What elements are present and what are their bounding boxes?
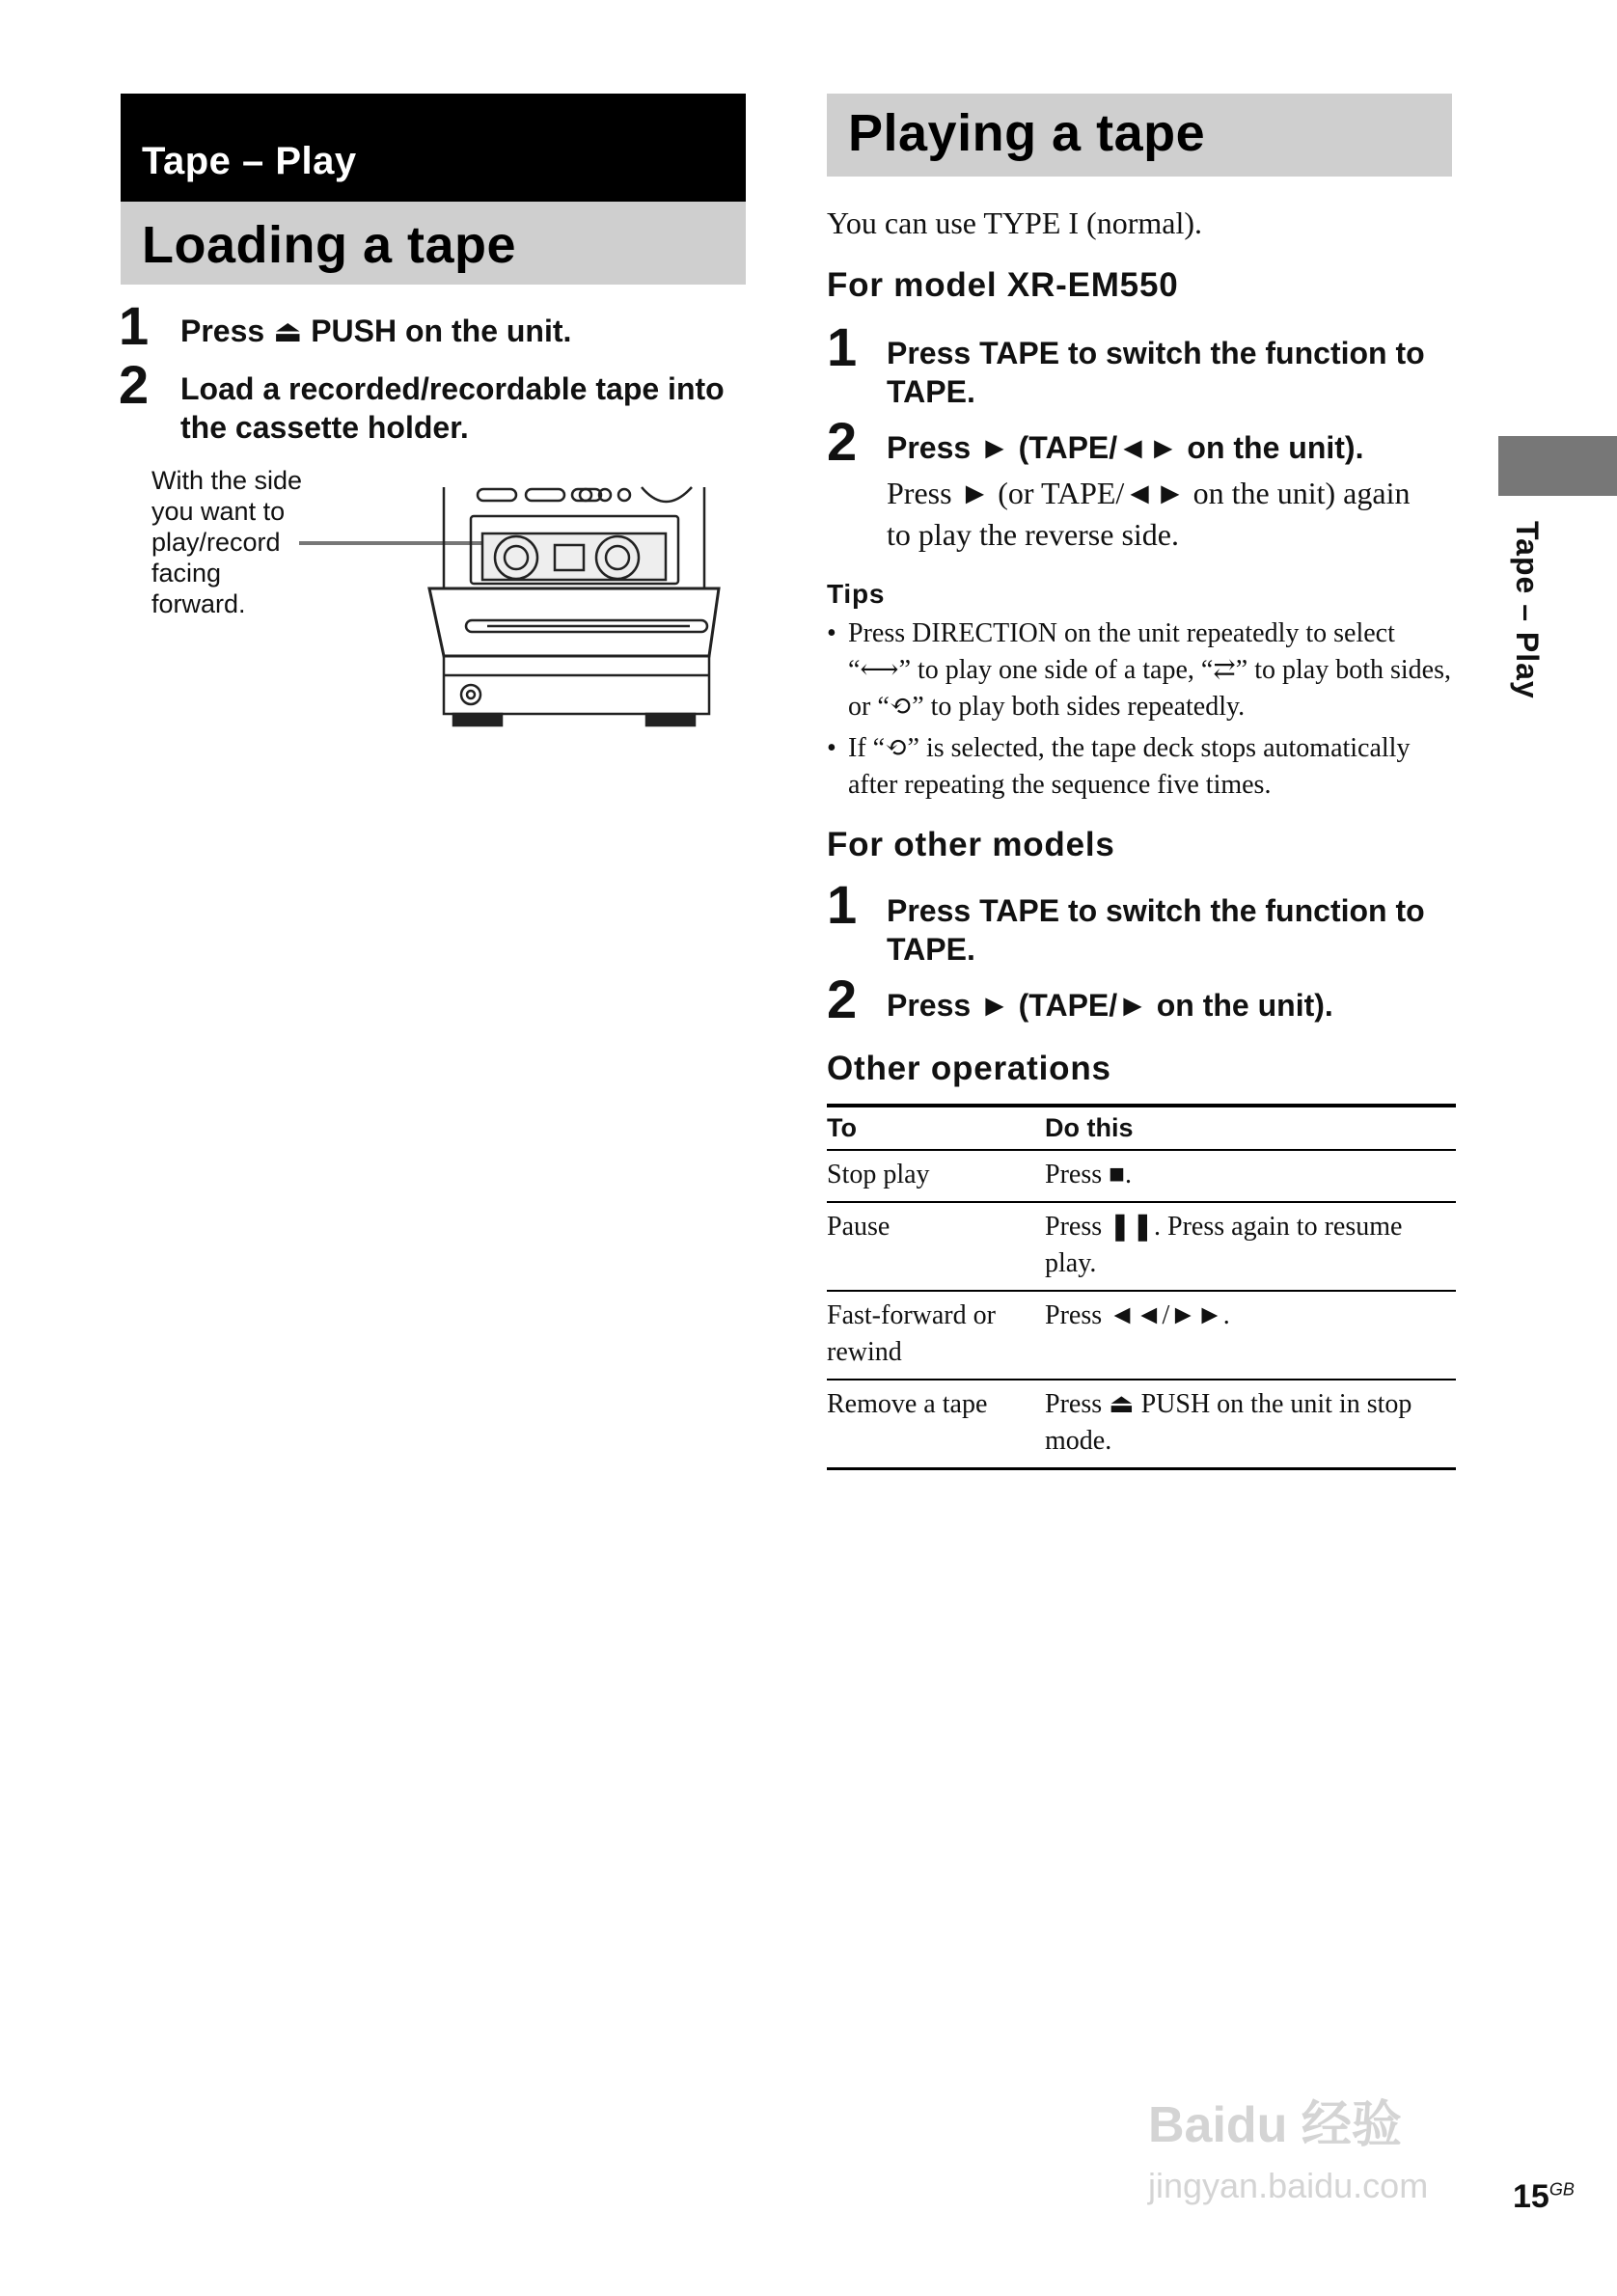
step-text: Press TAPE to switch the function to TAPE. [887, 336, 1425, 409]
step-text: Press ► (TAPE/◄► on the unit). [887, 430, 1364, 465]
operations-table [827, 1104, 1456, 1470]
step-note: Press ► (or TAPE/◄► on the unit) again to play the reverse side. [887, 476, 1411, 552]
watermark-logo: Baidu 经验 [1148, 2097, 1402, 2153]
page-number-value: 15 [1513, 2178, 1549, 2215]
table-row [827, 1202, 1456, 1291]
callout-line: forward. [151, 589, 246, 618]
tip-item [827, 730, 1464, 804]
table-row [827, 1380, 1456, 1469]
table-header: To [827, 1106, 1045, 1150]
step-text: Load a recorded/recordable tape into the cassette holder. [180, 371, 725, 445]
step-text: Press TAPE to switch the function to TAPE. [887, 893, 1425, 967]
table-cell: Fast-forward or rewind [827, 1291, 1045, 1380]
step-number: 2 [119, 354, 150, 415]
tip-item [827, 615, 1464, 725]
loading-title-bar [121, 202, 746, 285]
other-operations-heading: Other operations [827, 1050, 1111, 1087]
watermark-url: jingyan.baidu.com [1148, 2166, 1429, 2205]
other-models-heading: For other models [827, 826, 1115, 863]
table-row [827, 1291, 1456, 1380]
bullet: • [827, 733, 836, 763]
model-heading: For model XR-EM550 [827, 266, 1179, 304]
playing-title: Playing a tape [848, 104, 1206, 162]
step-number: 1 [827, 874, 858, 935]
cassette-deck-illustration [294, 478, 724, 733]
section-banner [121, 94, 746, 202]
loading-title: Loading a tape [142, 216, 517, 274]
table-cell: Press ◄◄/►►. [1045, 1291, 1456, 1380]
page-suffix: GB [1548, 2179, 1575, 2200]
intro-text: You can use TYPE I (normal). [827, 205, 1202, 240]
step-number: 2 [827, 411, 858, 472]
side-tab-label: Tape – Play [1510, 521, 1545, 699]
table-cell: Pause [827, 1202, 1045, 1291]
page-number [1513, 2178, 1575, 2216]
tips-heading: Tips [827, 579, 886, 609]
callout-line: play/record [151, 528, 281, 557]
table-cell: Remove a tape [827, 1380, 1045, 1469]
callout-line: With the side [151, 466, 303, 495]
playing-title-bar [827, 94, 1452, 177]
tip-text: If “⟲” is selected, the tape deck stops automatically after repeating the sequence five times. [848, 733, 1411, 800]
section-label: Tape – Play [142, 140, 357, 182]
tip-text: Press DIRECTION on the unit repeatedly to select “⟷” to play one side of a tape, “⇄” to play both sides, or “⟲” to play both sides repeatedly. [848, 618, 1451, 722]
bullet: • [827, 618, 836, 648]
table-header: Do this [1045, 1106, 1456, 1150]
table-cell: Press ■. [1045, 1150, 1456, 1202]
side-tab-marker [1498, 436, 1617, 496]
step-text: Press ► (TAPE/► on the unit). [887, 988, 1333, 1023]
table-cell: Stop play [827, 1150, 1045, 1202]
step-number: 2 [827, 969, 858, 1029]
table-row [827, 1150, 1456, 1202]
callout-line: facing [151, 559, 222, 588]
table-cell: Press ⏏ PUSH on the unit in stop mode. [1045, 1380, 1456, 1469]
step-number: 1 [119, 295, 150, 356]
callout-line: you want to [151, 497, 286, 526]
table-header-row [827, 1106, 1456, 1150]
step-text: Press ⏏ PUSH on the unit. [180, 314, 572, 348]
table-cell: Press ❚❚. Press again to resume play. [1045, 1202, 1456, 1291]
step-number: 1 [827, 316, 858, 377]
